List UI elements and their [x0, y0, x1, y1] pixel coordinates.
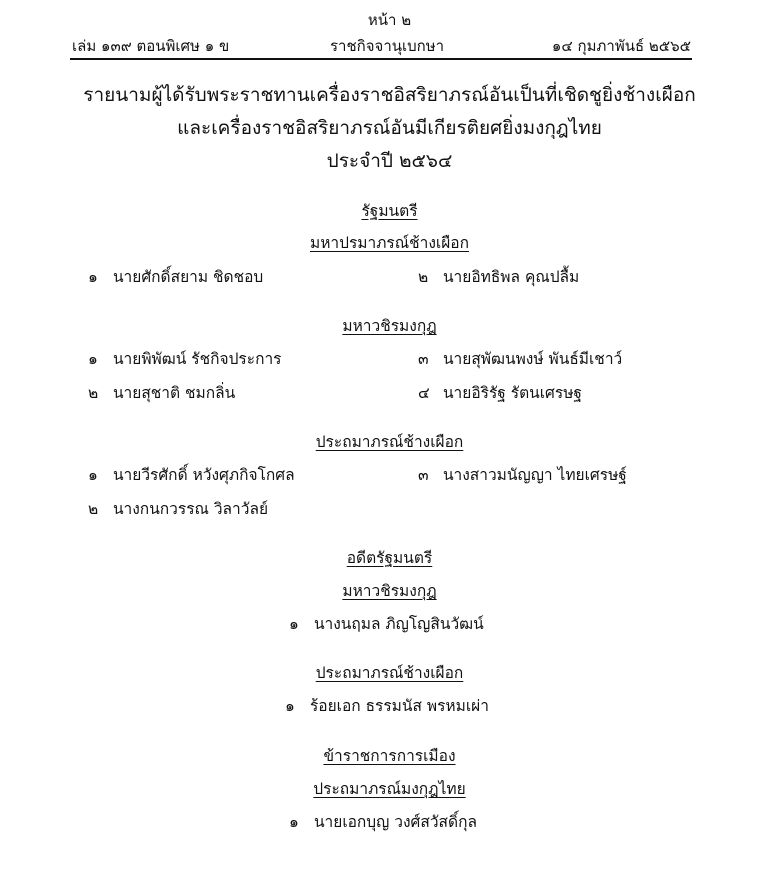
entry-number: ๑ — [285, 697, 295, 715]
list-item — [418, 264, 579, 289]
entry-number: ๒ — [88, 384, 99, 402]
subsection-heading: ประถมาภรณ์ช้างเผือก — [315, 664, 464, 682]
entry-name: นายสุชาติ ชมกลิ่น — [112, 384, 236, 402]
entry-name: นางนฤมล ภิญโญสินวัฒน์ — [313, 615, 484, 633]
list-item — [418, 462, 627, 487]
list-item — [285, 693, 489, 718]
gazette-name: ราชกิจจานุเบกษา — [330, 37, 445, 55]
entry-number: ๑ — [289, 615, 299, 633]
title-line-2: และเครื่องราชอิสริยาภรณ์อันมีเกียรติยศยิ่งมงกุฎไทย — [177, 117, 602, 139]
entry-name: นายเอกบุญ วงศ์สวัสดิ์กุล — [313, 813, 477, 831]
entry-name: นายพิพัฒน์ รัชกิจประการ — [112, 350, 282, 368]
title-line-1: รายนามผู้ได้รับพระราชทานเครื่องราชอิสริยาภรณ์อันเป็นที่เชิดชูยิ่งช้างเผือก — [83, 84, 696, 106]
entry-number: ๑ — [88, 466, 98, 484]
entry-name: นายศักดิ์สยาม ชิดชอบ — [112, 268, 264, 286]
list-item — [418, 346, 622, 371]
subsection-heading: มหาวชิรมงกุฎ — [342, 317, 437, 335]
section-heading-political-officials: ข้าราชการการเมือง — [323, 747, 456, 765]
entry-name: นายวีรศักดิ์ หวังศุภกิจโกศล — [112, 466, 295, 484]
entry-number: ๒ — [418, 268, 429, 286]
publication-date: ๑๔ กุมภาพันธ์ ๒๕๖๕ — [551, 37, 691, 55]
section-heading-ministers: รัฐมนตรี — [361, 202, 418, 220]
entry-number: ๑ — [88, 350, 98, 368]
subsection-heading: ประถมาภรณ์ช้างเผือก — [315, 433, 464, 451]
list-item — [88, 462, 295, 487]
list-item — [289, 809, 477, 834]
entry-name: นายอิทธิพล คุณปลื้ม — [442, 268, 580, 286]
subsection-heading: มหาปรมาภรณ์ช้างเผือก — [309, 234, 469, 252]
entry-number: ๑ — [289, 813, 299, 831]
list-item — [289, 611, 484, 636]
entry-name: นายอิริรัฐ รัตนเศรษฐ — [442, 384, 582, 402]
entry-name: ร้อยเอก ธรรมนัส พรหมเผ่า — [309, 697, 489, 715]
page-number: หน้า ๒ — [367, 11, 412, 29]
volume-info: เล่ม ๑๓๙ ตอนพิเศษ ๑ ข — [72, 37, 230, 55]
header-rule — [70, 58, 692, 60]
list-item — [88, 264, 263, 289]
list-item — [88, 380, 235, 405]
entry-number: ๒ — [88, 500, 99, 518]
entry-number: ๑ — [88, 268, 98, 286]
entry-name: นางกนกวรรณ วิลาวัลย์ — [112, 500, 269, 518]
entry-number: ๓ — [418, 466, 429, 484]
title-line-3: ประจำปี ๒๕๖๔ — [326, 150, 453, 172]
subsection-heading: ประถมาภรณ์มงกุฎไทย — [313, 780, 466, 798]
entry-name: นายสุพัฒนพงษ์ พันธ์มีเชาว์ — [442, 350, 623, 368]
section-heading-former-ministers: อดีตรัฐมนตรี — [346, 549, 433, 567]
list-item — [418, 380, 582, 405]
entry-number: ๔ — [418, 384, 430, 402]
entry-name: นางสาวมนัญญา ไทยเศรษฐ์ — [442, 466, 627, 484]
list-item — [88, 346, 282, 371]
entry-number: ๓ — [418, 350, 429, 368]
list-item — [88, 496, 268, 521]
subsection-heading: มหาวชิรมงกุฎ — [342, 582, 437, 600]
